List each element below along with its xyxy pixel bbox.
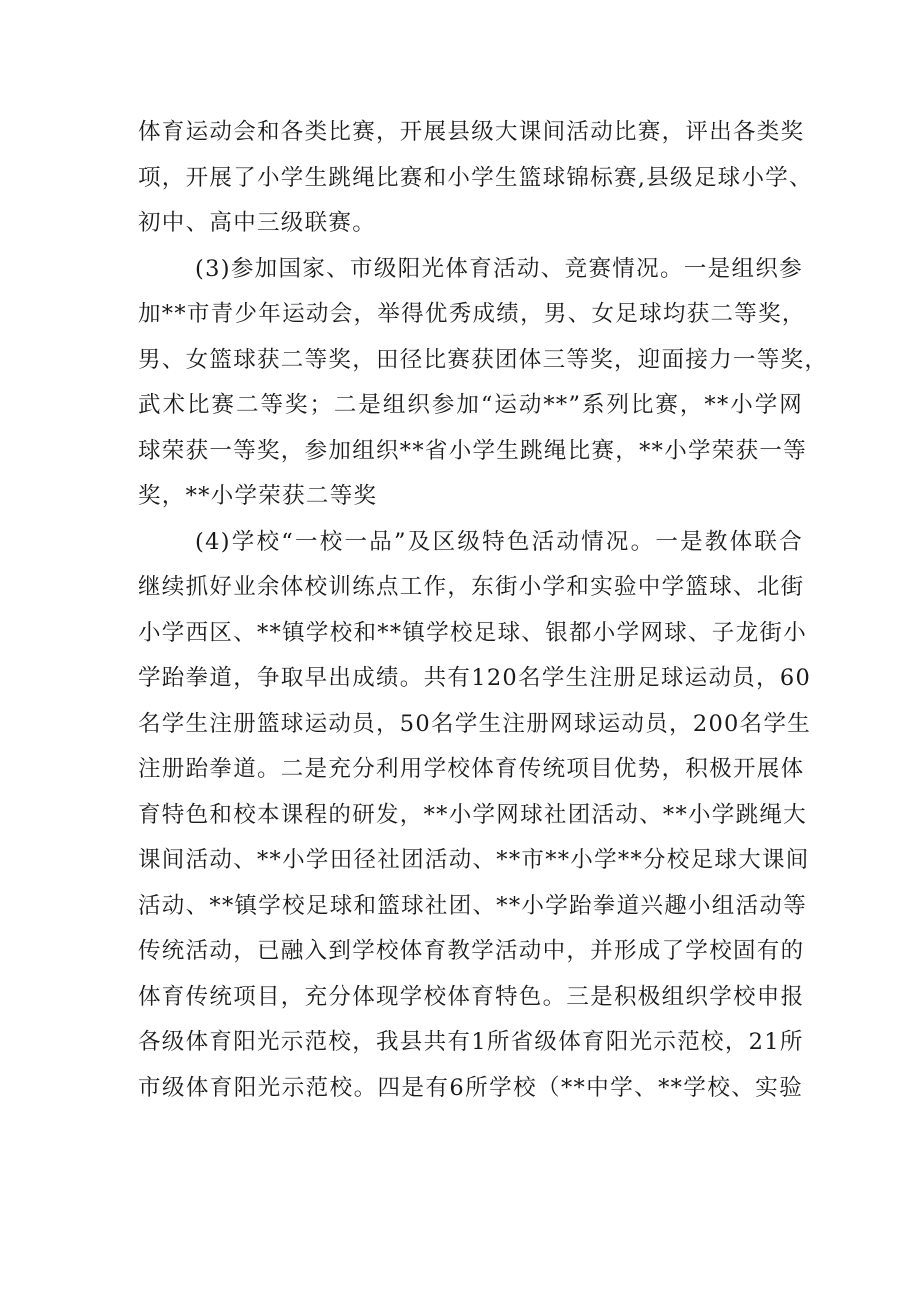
text-line: 初中、高中三级联赛。 <box>138 210 377 236</box>
body-text <box>138 110 829 1111</box>
text-line: 课间活动、**小学田径社团活动、**市**小学**分校足球大课间 <box>138 847 810 873</box>
text-line: 活动、**镇学校足球和篮球社团、**小学跆拳道兴趣小组活动等 <box>138 892 808 919</box>
text-line: 男、女篮球获二等奖，田径比赛获团体三等奖，迎面接力一等奖， <box>138 346 829 373</box>
text-line: 项，开展了小学生跳绳比赛和小学生篮球锦标赛,县级足球小学、 <box>138 164 813 191</box>
paragraph-heading-line: (3)参加国家、市级阳光体育活动、竞赛情况。一是组织参 <box>195 255 803 282</box>
text-line: 武术比赛二等奖；二是组织参加“运动**”系列比赛，**小学网 <box>138 392 803 418</box>
text-line: 传统活动，已融入到学校体育教学活动中，并形成了学校固有的 <box>138 938 805 964</box>
text-line: 体育传统项目，充分体现学校体育特色。三是积极组织学校申报 <box>138 983 805 1010</box>
text-line: 育特色和校本课程的研发，**小学网球社团活动、**小学跳绳大 <box>138 801 808 828</box>
text-line: 奖，**小学荣获二等奖 <box>138 483 378 509</box>
paragraph-heading-line: (4)学校“一校一品”及区级特色活动情况。一是教体联合 <box>195 528 803 555</box>
text-line: 各级体育阳光示范校，我县共有1所省级体育阳光示范校，21所 <box>138 1029 804 1055</box>
text-line: 名学生注册篮球运动员，50名学生注册网球运动员，200名学生 <box>138 710 812 737</box>
text-line: 球荣获一等奖，参加组织**省小学生跳绳比赛，**小学荣获一等 <box>138 437 808 464</box>
text-line: 加**市青少年运动会，举得优秀成绩，男、女足球均获二等奖， <box>138 301 806 327</box>
text-line: 体育运动会和各类比赛，开展县级大课间活动比赛，评出各类奖 <box>138 119 805 145</box>
text-line: 市级体育阳光示范校。四是有6所学校（**中学、**学校、实验 <box>138 1074 803 1101</box>
text-line: 学跆拳道，争取早出成绩。共有120名学生注册足球运动员，60 <box>138 665 812 691</box>
text-line: 小学西区、**镇学校和**镇学校足球、银都小学网球、子龙街小 <box>138 619 808 646</box>
text-line: 继续抓好业余体校训练点工作，东街小学和实验中学篮球、北街 <box>138 574 805 600</box>
text-line: 注册跆拳道。二是充分利用学校体育传统项目优势，积极开展体 <box>138 756 805 782</box>
